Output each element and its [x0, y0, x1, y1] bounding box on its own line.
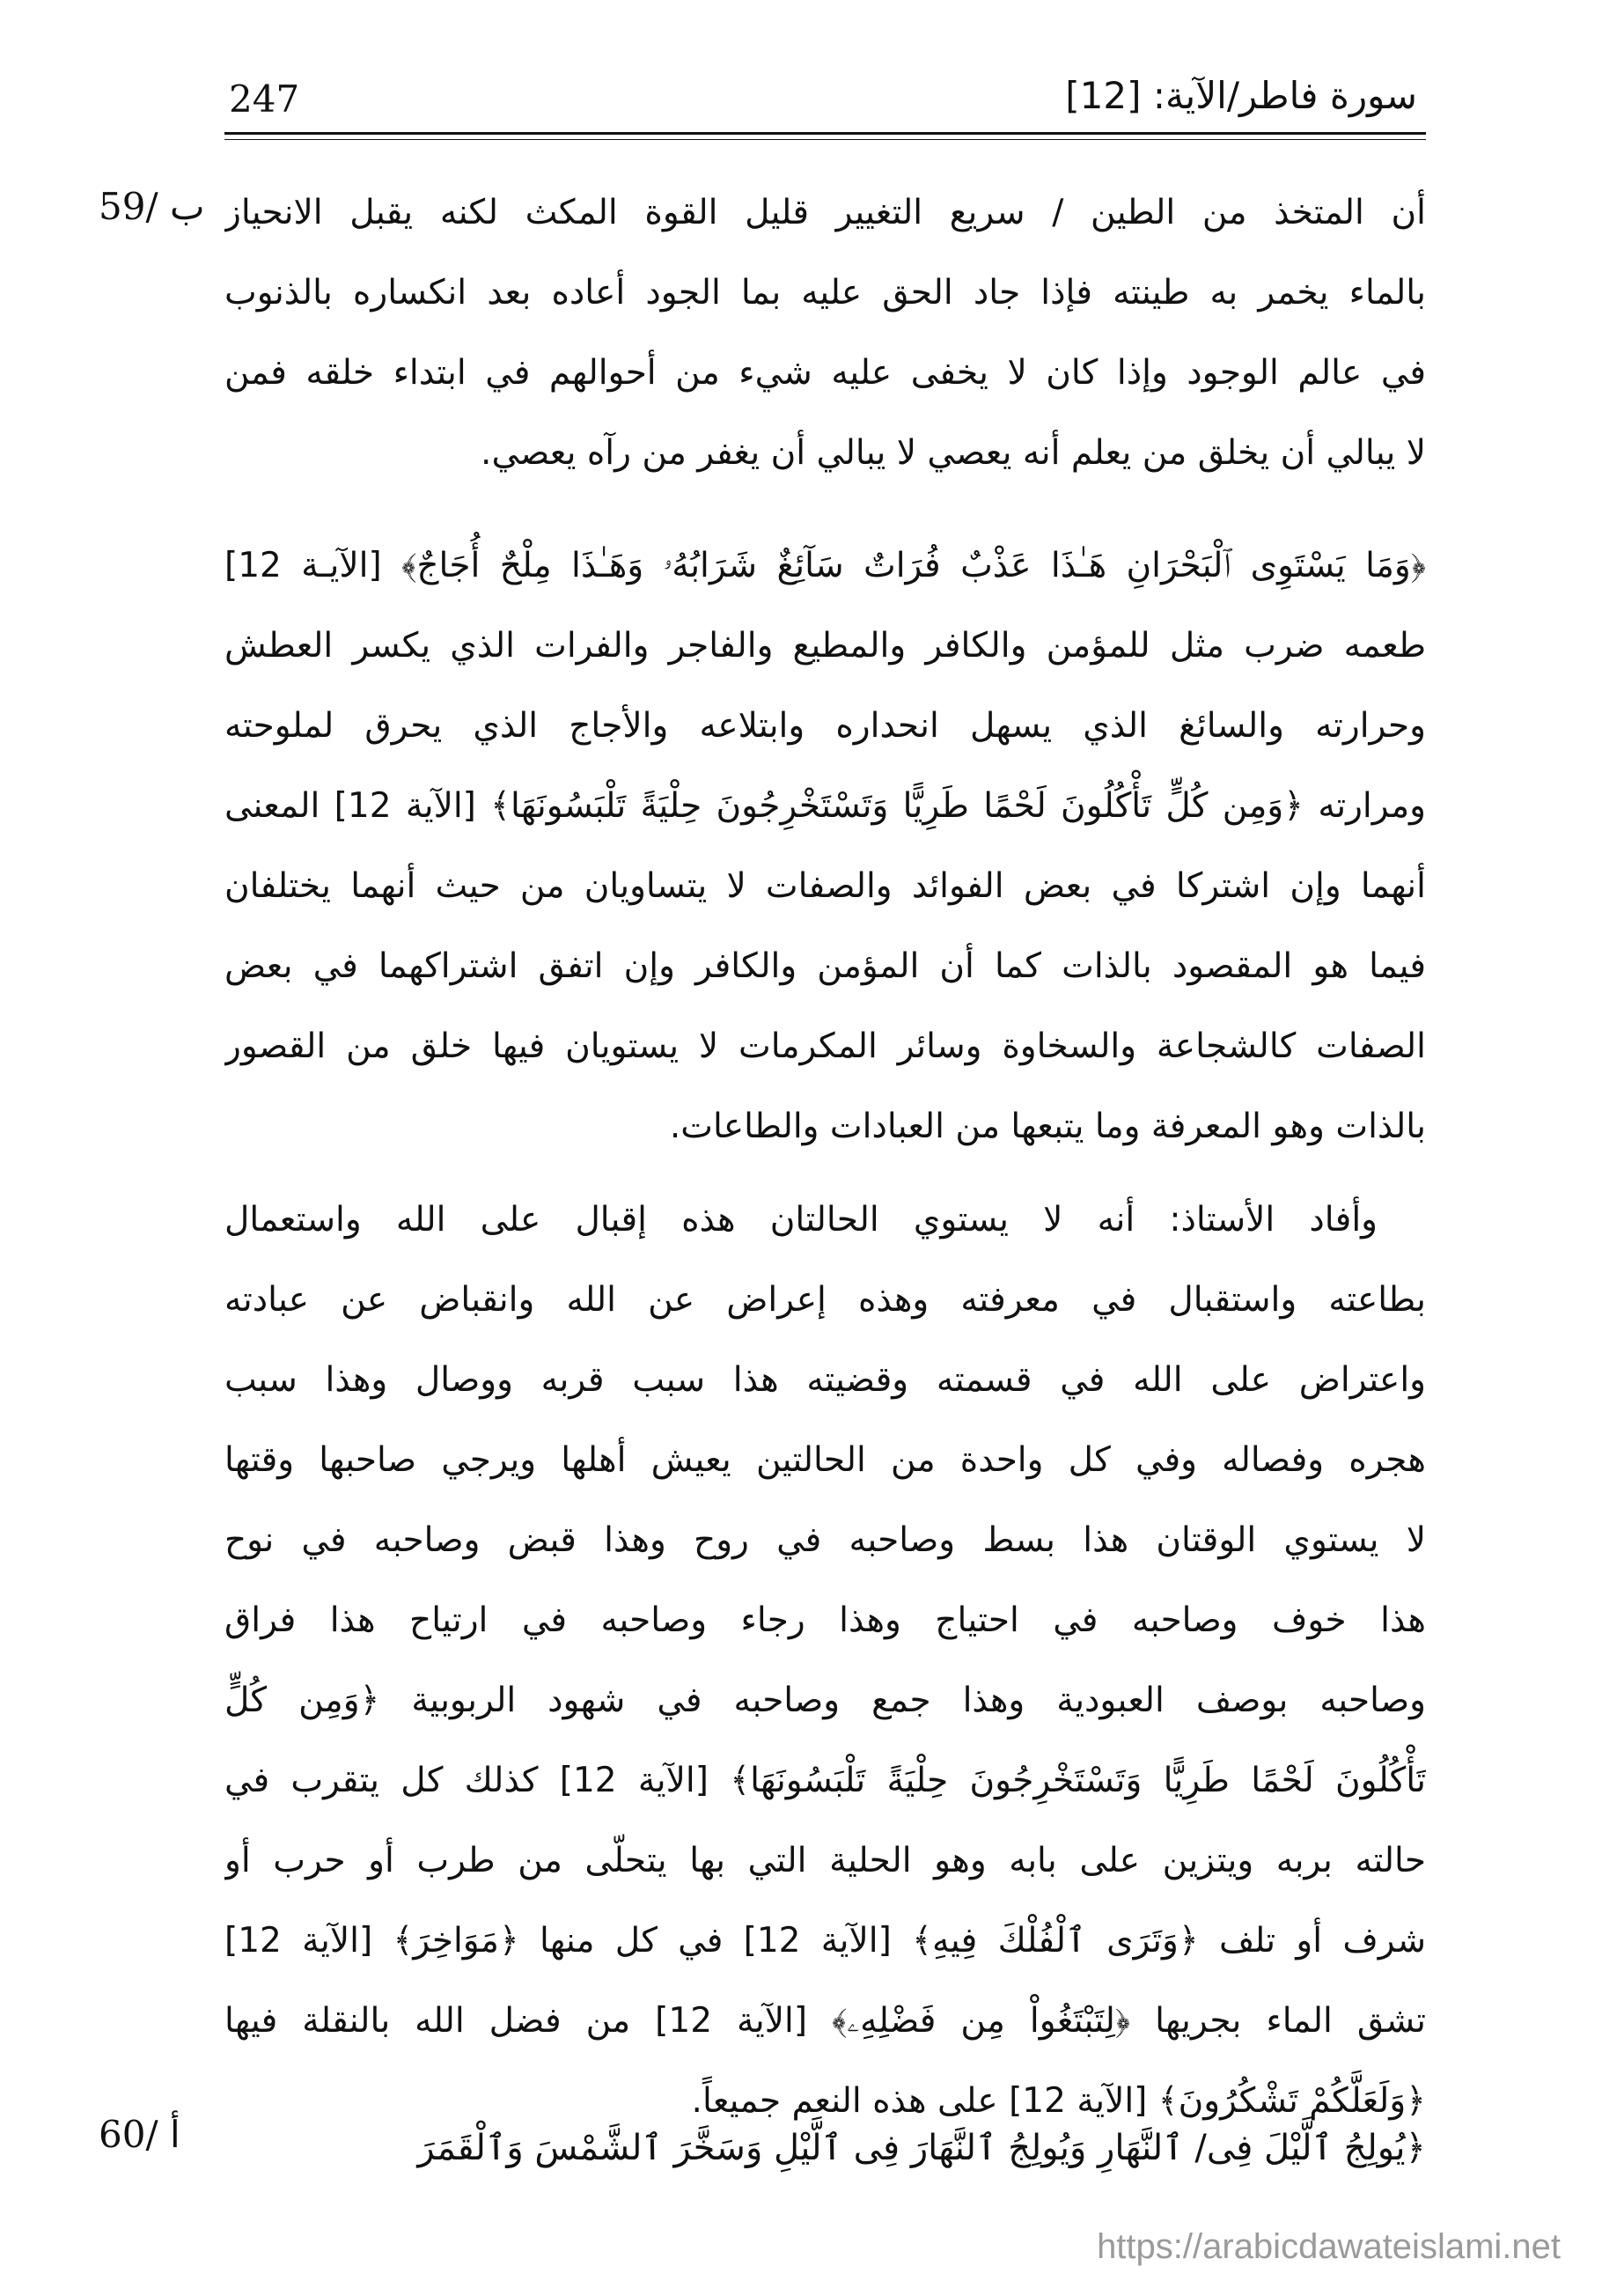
text-line: هذا خوف وصاحبه في احتياج وهذا رجاء وصاحبه في ارتياح هذا فراق — [224, 1600, 1426, 1640]
folio-marker-60a: 60/ أ — [99, 2113, 180, 2156]
text-line: أن المتخذ من الطين / سريع التغيير قليل القوة المكث لكنه يقبل الانحياز — [224, 193, 1426, 232]
text-line: بطاعته واستقبال في معرفته وهذه إعراض عن الله وانقباض عن عبادته — [224, 1280, 1426, 1320]
text-line: وأفاد الأستاذ: أنه لا يستوي الحالتان هذه إقبال على الله واستعمال — [224, 1200, 1378, 1240]
page-number: 247 — [229, 77, 300, 121]
text-line: لا يستوي الوقتان هذا بسط وصاحبه في روح وهذا قبض وصاحبه في نوح — [224, 1520, 1426, 1560]
text-line: بالذات وهو المعرفة وما يتبعها من العبادات والطاعات. — [669, 1107, 1426, 1146]
paragraph-3 — [224, 1180, 1426, 2141]
text-line: ومرارته ﴿وَمِن كُلٍّ تَأْكُلُونَ لَحْمًا طَرِيًّا وَتَسْتَخْرِجُونَ حِلْيَةً تَلْبَسُونَهَا﴾ [الآية 12] المعنى — [224, 786, 1426, 826]
text-line: شرف أو تلف ﴿وَتَرَى ٱلْفُلْكَ فِيهِ﴾ [الآية 12] في كل منها ﴿مَوَاخِرَ﴾ [الآية 12] — [224, 1921, 1426, 1961]
text-line: أنهما وإن اشتركا في بعض الفوائد والصفات لا يتساويان من حيث أنهما يختلفان — [224, 866, 1426, 906]
folio-marker-59b: 59/ ب — [99, 185, 205, 228]
paragraph-2 — [224, 526, 1426, 1166]
text-line: وحرارته والسائغ الذي يسهل انحداره وابتلاعه والأجاج الذي يحرق لملوحته — [224, 706, 1426, 746]
text-line: هجره وفصاله وفي كل واحدة من الحالتين يعيش أهلها ويرجي صاحبها وقتها — [224, 1440, 1426, 1480]
text-line: تشق الماء بجريها ﴿لِتَبْتَغُواْ مِن فَضْلِهِۦ﴾ [الآية 12] من فضل الله بالنقلة فيها — [224, 2001, 1426, 2041]
text-line: حالته بربه ويتزين على بابه وهو الحلية التي بها يتحلّى من طرب أو حرب أو — [224, 1841, 1426, 1880]
running-title: سورة فاطر/الآية: [12] — [1065, 74, 1417, 117]
text-line: الصفات كالشجاعة والسخاوة وسائر المكرمات لا يستويان فيها خلق من القصور — [224, 1026, 1426, 1066]
page-header — [229, 62, 1417, 132]
text-line: طعمه ضرب مثل للمؤمن والكافر والمطيع والفاجر والفرات الذي يكسر العطش — [224, 626, 1426, 666]
text-line: لا يبالي أن يخلق من يعلم أنه يعصي لا يبالي أن يغفر من رآه يعصي. — [481, 433, 1426, 473]
text-line: واعتراض على الله في قسمته وقضيته هذا سبب قربه ووصال وهذا سبب — [224, 1360, 1426, 1400]
text-line: ﴿وَلَعَلَّكُمْ تَشْكُرُونَ﴾ [الآية 12] على هذه النعم جميعاً. — [691, 2081, 1426, 2121]
text-line: وصاحبه بوصف العبودية وهذا جمع وصاحبه في شهود الربوبية ﴿وَمِن كُلٍّ — [224, 1681, 1426, 1720]
text-line: فيما هو المقصود بالذات كما أن المؤمن والكافر وإن اتفق اشتراكهما في بعض — [224, 946, 1426, 986]
header-rule — [224, 132, 1426, 135]
text-line: في عالم الوجود وإذا كان لا يخفى عليه شيء من أحوالهم في ابتداء خلقه فمن — [224, 353, 1426, 393]
text-line: بالماء يخمر به طينته فإذا جاد الحق عليه بما الجود أعاده بعد انكساره بالذنوب — [224, 273, 1426, 313]
verse-quote-line: ﴿وَمَا يَسْتَوِى ٱلْبَحْرَانِ هَـٰذَا عَذْبٌ فُرَاتٌ سَآئِغٌ شَرَابُهُۥ وَهَـٰذَا مِلْحٌ أُجَاجٌ﴾ [الآيـة 12] — [224, 546, 1426, 585]
header-rule-thin — [224, 139, 1426, 140]
paragraph-1 — [224, 173, 1426, 493]
verse-13-line: ﴿يُولِجُ ٱلَّيْلَ فِى/ ٱلنَّهَارِ وَيُولِجُ ٱلنَّهَارَ فِى ٱلَّيْلِ وَسَخَّرَ ٱلشَّمْسَ وَٱلْقَمَرَ — [417, 2128, 1426, 2168]
text-line: تَأْكُلُونَ لَحْمًا طَرِيًّا وَتَسْتَخْرِجُونَ حِلْيَةً تَلْبَسُونَهَا﴾ [الآية 12] كذلك كل يتقرب في — [224, 1761, 1426, 1800]
watermark-url: https://arabicdawateislami.net — [1097, 2227, 1561, 2266]
